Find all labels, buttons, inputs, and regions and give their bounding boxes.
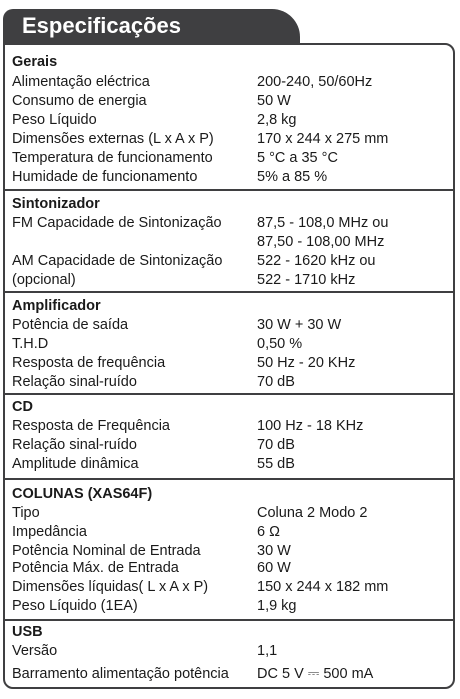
spec-value: 50 W xyxy=(257,93,291,109)
section-title-cd: CD xyxy=(12,399,33,415)
specifications-panel xyxy=(3,43,455,689)
spec-row xyxy=(12,335,449,354)
spec-row xyxy=(12,92,449,111)
spec-row xyxy=(12,559,449,578)
spec-label: Potência Máx. de Entrada xyxy=(12,560,179,576)
spec-label: Consumo de energia xyxy=(12,93,147,109)
section-divider xyxy=(5,189,453,191)
spec-row xyxy=(12,252,449,271)
spec-value: 5 °C a 35 °C xyxy=(257,150,338,166)
spec-label: Resposta de Frequência xyxy=(12,418,170,434)
spec-label: (opcional) xyxy=(12,272,76,288)
spec-value: 87,50 - 108,00 MHz xyxy=(257,234,385,250)
spec-row xyxy=(12,455,449,474)
spec-label: Peso Líquido xyxy=(12,112,97,128)
spec-label: Dimensões externas (L x A x P) xyxy=(12,131,214,147)
spec-row xyxy=(12,130,449,149)
section-divider xyxy=(5,478,453,480)
spec-label: Resposta de frequência xyxy=(12,355,166,371)
spec-value: 522 - 1710 kHz xyxy=(257,272,356,288)
spec-value: 30 W xyxy=(257,543,291,559)
spec-row xyxy=(12,597,449,616)
spec-label: T.H.D xyxy=(12,336,49,352)
spec-value: DC 5 V ⎓ 500 mA xyxy=(257,666,374,682)
spec-label: Relação sinal-ruído xyxy=(12,374,137,390)
section-title-colunas: COLUNAS (XAS64F) xyxy=(12,486,153,502)
spec-value: 70 dB xyxy=(257,374,295,390)
section-divider xyxy=(5,619,453,621)
spec-row xyxy=(12,73,449,92)
spec-label: AM Capacidade de Sintonização xyxy=(12,253,223,269)
spec-label: Tipo xyxy=(12,505,40,521)
spec-label: FM Capacidade de Sintonização xyxy=(12,215,222,231)
spec-value: 200-240, 50/60Hz xyxy=(257,74,373,90)
spec-label: Temperatura de funcionamento xyxy=(12,150,213,166)
spec-row xyxy=(12,111,449,130)
spec-row xyxy=(12,373,449,392)
spec-value: 170 x 244 x 275 mm xyxy=(257,131,389,147)
spec-label: Peso Líquido (1EA) xyxy=(12,598,138,614)
spec-row xyxy=(12,523,449,542)
spec-value: 150 x 244 x 182 mm xyxy=(257,579,389,595)
spec-row xyxy=(12,665,449,684)
spec-label: Alimentação eléctrica xyxy=(12,74,150,90)
spec-value: 6 Ω xyxy=(257,524,280,540)
section-title-gerais: Gerais xyxy=(12,54,58,70)
spec-value: 100 Hz - 18 KHz xyxy=(257,418,364,434)
spec-value: 55 dB xyxy=(257,456,295,472)
spec-value: 5% a 85 % xyxy=(257,169,328,185)
section-divider xyxy=(5,291,453,293)
section-title-sintonizador: Sintonizador xyxy=(12,196,100,212)
page-title: Especificações xyxy=(3,9,300,43)
spec-label: Versão xyxy=(12,643,58,659)
spec-label: Amplitude dinâmica xyxy=(12,456,139,472)
section-title-usb: USB xyxy=(12,624,43,640)
spec-value: 70 dB xyxy=(257,437,295,453)
spec-label: Dimensões líquidas( L x A x P) xyxy=(12,579,209,595)
spec-value: 87,5 - 108,0 MHz ou xyxy=(257,215,389,231)
spec-label: Potência de saída xyxy=(12,317,129,333)
spec-row xyxy=(12,354,449,373)
spec-label: Relação sinal-ruído xyxy=(12,437,137,453)
spec-value: 60 W xyxy=(257,560,291,576)
spec-label: Barramento alimentação potência xyxy=(12,666,229,682)
spec-value: 0,50 % xyxy=(257,336,303,352)
spec-row xyxy=(12,316,449,335)
spec-label: Impedância xyxy=(12,524,87,540)
spec-row xyxy=(12,271,449,290)
spec-value: Coluna 2 Modo 2 xyxy=(257,505,368,521)
spec-value: 1,9 kg xyxy=(257,598,297,614)
spec-row xyxy=(12,149,449,168)
spec-row xyxy=(12,436,449,455)
spec-value: 522 - 1620 kHz ou xyxy=(257,253,376,269)
section-title-amplificador: Amplificador xyxy=(12,298,101,314)
spec-label: Potência Nominal de Entrada xyxy=(12,543,201,559)
spec-row xyxy=(12,168,449,187)
spec-row xyxy=(12,417,449,436)
section-divider xyxy=(5,393,453,395)
spec-value: 30 W + 30 W xyxy=(257,317,342,333)
spec-row xyxy=(12,233,449,252)
spec-value: 50 Hz - 20 KHz xyxy=(257,355,356,371)
spec-row xyxy=(12,214,449,233)
spec-value: 1,1 xyxy=(257,643,278,659)
spec-value: 2,8 kg xyxy=(257,112,297,128)
spec-label: Humidade de funcionamento xyxy=(12,169,198,185)
spec-row xyxy=(12,578,449,597)
spec-row xyxy=(12,642,449,661)
spec-row xyxy=(12,504,449,523)
